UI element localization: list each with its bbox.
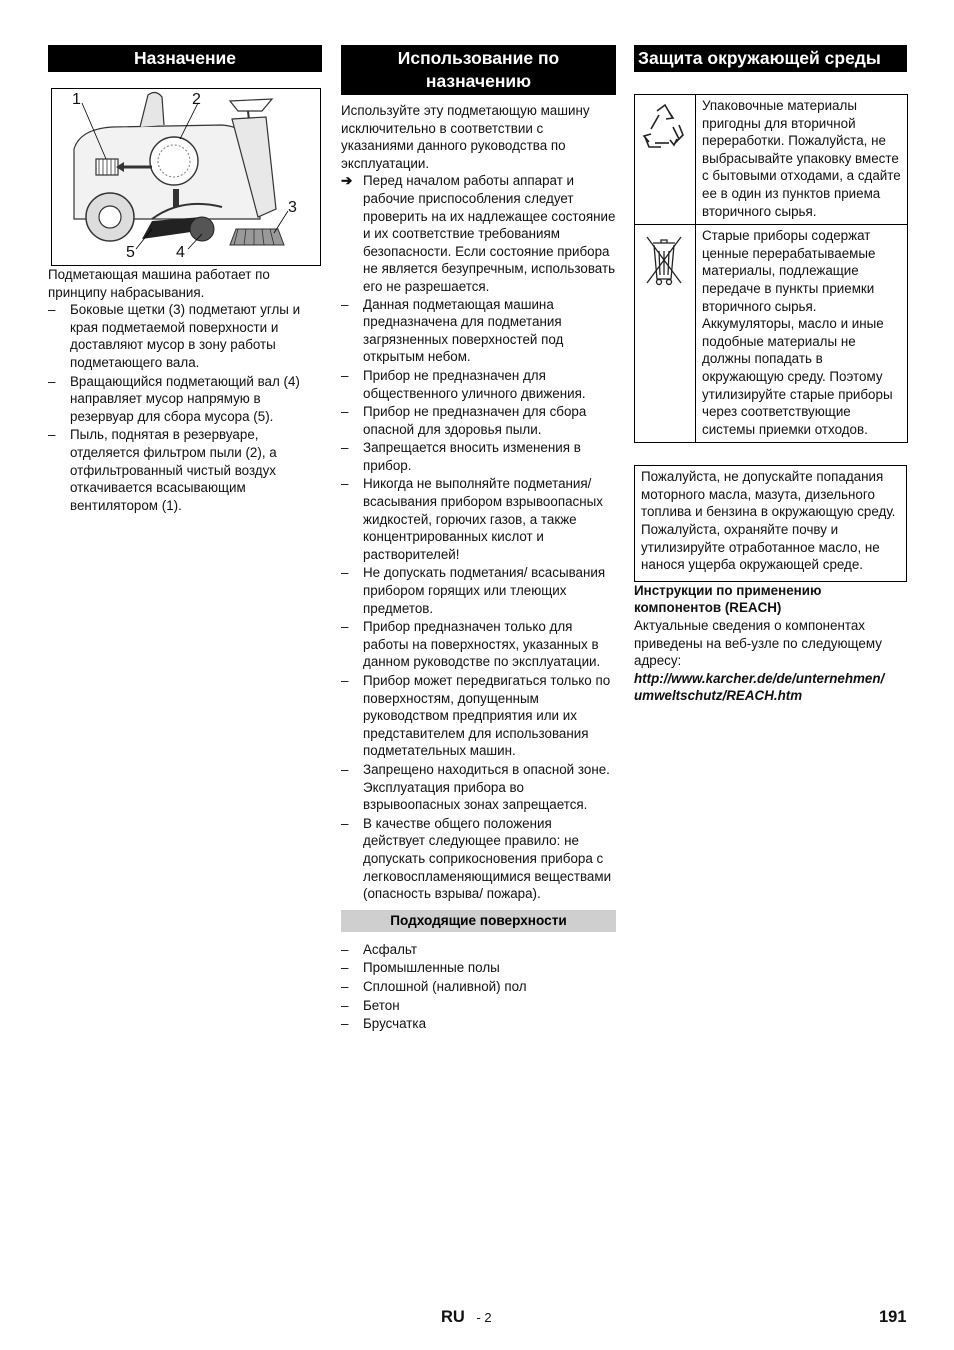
reach-link[interactable]: http://www.karcher.de/de/unternehmen/ umweltschutz/REACH.htm — [634, 670, 885, 704]
heading-intended-use: Использование по назначению — [341, 45, 616, 95]
arrow-right-icon: ➔ — [341, 173, 353, 189]
list-item: – Никогда не выполняйте подметания/ всасывания прибором взрывоопасных жидкостей, горючих газов, а также концентрированных кислот и растворителей! — [341, 475, 616, 563]
arrow-instruction — [341, 172, 616, 295]
machine-diagram — [51, 88, 321, 266]
list-item: – Асфальт — [341, 941, 616, 959]
column-purpose — [48, 45, 322, 515]
list-item: – Сплошной (наливной) пол — [341, 978, 616, 996]
list-item: – Боковые щетки (3) подметают углы и края подметаемой поверхности и доставляют мусор в зону работы подметающего вала. — [48, 301, 322, 371]
table-cell-text: Упаковочные материалы пригодны для вторичной переработки. Пожалуйста, не выбрасывайте упаковку вместе с бытовыми отходами, а сдайте ее в один из пунктов приема вторичного сырья. — [696, 95, 908, 225]
table-cell-icon — [635, 225, 696, 443]
list-item: – Запрещено находиться в опасной зоне. Эксплуатация прибора во взрывоопасных зонах запрещается. — [341, 761, 616, 814]
list-item: – Запрещается вносить изменения в прибор. — [341, 439, 616, 474]
table-row — [635, 95, 908, 225]
sweeper-illustration — [52, 89, 320, 265]
table-row — [635, 225, 908, 443]
list-item: – Не допускать подметания/ всасывания прибором горящих или тлеющих предметов. — [341, 564, 616, 617]
purpose-intro: Подметающая машина работает по принципу набрасывания. — [48, 267, 270, 300]
surfaces-list — [341, 941, 616, 1033]
environment-table — [634, 94, 908, 443]
heading-environment: Защита окружающей среды — [634, 45, 907, 72]
reach-heading: Инструкции по применению компонентов (REACH) — [634, 582, 822, 616]
list-item: – Прибор не предназначен для сбора опасной для здоровья пыли. — [341, 403, 616, 438]
arrow-instruction-text: Перед началом работы аппарат и рабочие приспособления следует проверить на их надлежащее состояние и их соответствие требованиям безопасности. Если состояние прибора не является безупречным, использовать его не разрешается. — [363, 173, 616, 294]
page-number: 191 — [879, 1308, 907, 1326]
list-item: – Пыль, поднятая в резервуаре, отделяется фильтром пыли (2), а отфильтрованный чистый воздух откачивается всасывающим вентилятором (1). — [48, 426, 322, 514]
list-item: – Брусчатка — [341, 1015, 616, 1033]
column-intended-use — [341, 45, 616, 1034]
intended-use-intro: Используйте эту подметающую машину исключительно в соответствии с указаниями данного руководства по эксплуатации. — [341, 103, 590, 171]
callout-4: 4 — [176, 244, 185, 261]
reach-text: Актуальные сведения о компонентах приведены на веб-узле по следующему адресу: — [634, 618, 882, 669]
crossed-bin-icon — [639, 229, 689, 291]
list-item: – Прибор может передвигаться только по поверхностям, допущенным руководством предприятия или их представителем для использования подметательных машин. — [341, 672, 616, 760]
list-item: – Вращающийся подметающий вал (4) направляет мусор напрямую в резервуар для сбора мусора (5). — [48, 373, 322, 426]
heading-purpose: Назначение — [48, 45, 322, 72]
list-item: – Промышленные полы — [341, 959, 616, 977]
recycling-icon — [639, 99, 689, 161]
list-item: – Данная подметающая машина предназначена для подметания загрязненных поверхностей под открытым небом. — [341, 296, 616, 366]
callout-3: 3 — [288, 199, 297, 216]
section-separator: - 2 — [476, 1310, 492, 1325]
language-code: RU — [441, 1308, 465, 1326]
callout-2: 2 — [192, 91, 201, 108]
list-item: – Прибор не предназначен для общественного уличного движения. — [341, 367, 616, 402]
oil-notice-box: Пожалуйста, не допускайте попадания моторного масла, мазута, дизельного топлива и бензина в окружающую среду. Пожалуйста, охраняйте почву и утилизируйте отработанное масло, не нанося ущерба окружающей среде. — [634, 465, 907, 582]
purpose-list — [48, 301, 322, 514]
column-environment — [634, 45, 907, 705]
footer-lang — [441, 1307, 492, 1328]
list-item: – Прибор предназначен только для работы на поверхностях, указанных в данном руководстве по эксплуатации. — [341, 618, 616, 671]
list-item: – В качестве общего положения действует следующее правило: не допускать соприкосновения прибора с легковоспламеняющимися веществами (опасность взрыва/ пожара). — [341, 815, 616, 903]
intended-use-list — [341, 296, 616, 903]
callout-1: 1 — [72, 91, 81, 108]
heading-surfaces: Подходящие поверхности — [341, 910, 616, 932]
table-cell-icon — [635, 95, 696, 225]
callout-5: 5 — [126, 244, 135, 261]
table-cell-text: Старые приборы содержат ценные перерабатываемые материалы, подлежащие передаче в пункты приемки вторичного сырья. Аккумуляторы, масло и иные подобные материалы не должны попадать в окружающую среду. Поэтому утилизируйте старые приборы через соответствующие системы приемки отходов. — [696, 225, 908, 443]
list-item: – Бетон — [341, 997, 616, 1015]
